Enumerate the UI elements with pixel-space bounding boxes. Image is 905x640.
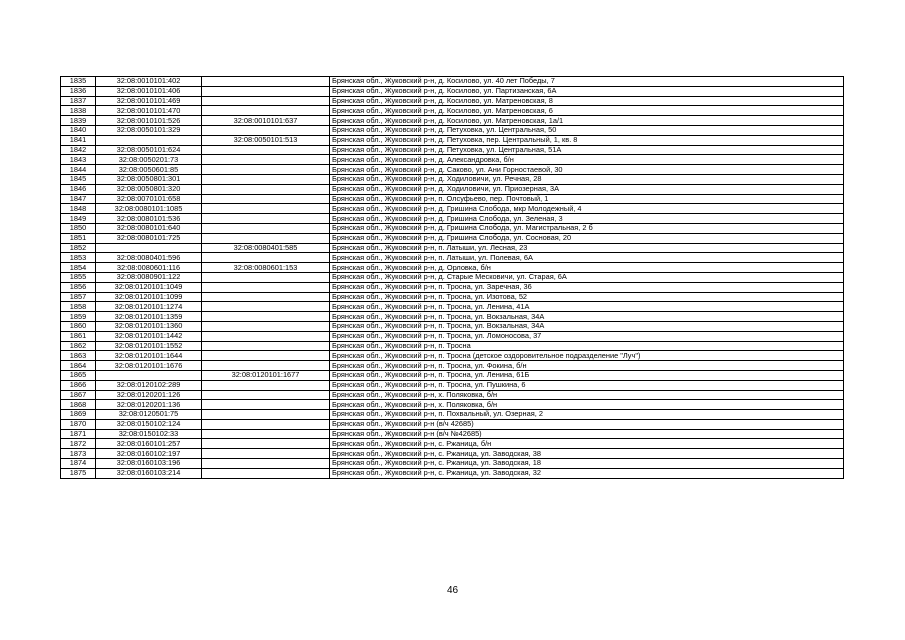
cadastral-number-cell: 32:08:0070101:658	[96, 194, 202, 204]
row-number-cell: 1874	[61, 459, 96, 469]
address-cell: Брянская обл., Жуковский р-н, п. Тросна, ул. Фокина, б/н	[330, 361, 844, 371]
table-row	[61, 145, 844, 155]
table-row	[61, 155, 844, 165]
address-cell: Брянская обл., Жуковский р-н, д. Александровка, б/н	[330, 155, 844, 165]
cadastral-number-cell: 32:08:0080401:596	[96, 253, 202, 263]
table-row	[61, 341, 844, 351]
cadastral-number-cell: 32:08:0120101:1442	[96, 331, 202, 341]
table-row	[61, 419, 844, 429]
address-cell: Брянская обл., Жуковский р-н (в/ч 42685)	[330, 419, 844, 429]
table-row	[61, 302, 844, 312]
cadastral-number-cell: 32:08:0120201:126	[96, 390, 202, 400]
row-number-cell: 1835	[61, 77, 96, 87]
cadastral-number-cell: 32:08:0050101:329	[96, 125, 202, 135]
table-row	[61, 312, 844, 322]
secondary-cadastral-number-cell	[202, 390, 330, 400]
address-cell: Брянская обл., Жуковский р-н, п. Тросна (детское оздоровительное подразделение "Луч")	[330, 351, 844, 361]
address-cell: Брянская обл., Жуковский р-н, с. Ржаница, б/н	[330, 439, 844, 449]
cadastral-number-cell: 32:08:0160103:196	[96, 459, 202, 469]
table-row	[61, 106, 844, 116]
address-cell: Брянская обл., Жуковский р-н, п. Латыши, ул. Лесная, 23	[330, 243, 844, 253]
address-cell: Брянская обл., Жуковский р-н, с. Ржаница, ул. Заводская, 32	[330, 468, 844, 478]
table-row	[61, 263, 844, 273]
table-row	[61, 429, 844, 439]
cadastral-number-cell	[96, 135, 202, 145]
secondary-cadastral-number-cell	[202, 204, 330, 214]
cadastral-number-cell: 32:08:0120101:1049	[96, 282, 202, 292]
row-number-cell: 1873	[61, 449, 96, 459]
row-number-cell: 1853	[61, 253, 96, 263]
row-number-cell: 1861	[61, 331, 96, 341]
address-cell: Брянская обл., Жуковский р-н, д. Косилово, ул. Матреновская, 6	[330, 106, 844, 116]
secondary-cadastral-number-cell: 32:08:0120101:1677	[202, 370, 330, 380]
cadastral-number-cell: 32:08:0160103:214	[96, 468, 202, 478]
registry-table-body	[61, 77, 844, 479]
secondary-cadastral-number-cell	[202, 380, 330, 390]
cadastral-number-cell: 32:08:0080101:640	[96, 223, 202, 233]
row-number-cell: 1854	[61, 263, 96, 273]
table-row	[61, 214, 844, 224]
cadastral-number-cell: 32:08:0120101:1274	[96, 302, 202, 312]
row-number-cell: 1839	[61, 116, 96, 126]
address-cell: Брянская обл., Жуковский р-н, д. Гришина Слобода, ул. Зеленая, 3	[330, 214, 844, 224]
row-number-cell: 1843	[61, 155, 96, 165]
address-cell: Брянская обл., Жуковский р-н, п. Тросна, ул. Ленина, 61Б	[330, 370, 844, 380]
address-cell: Брянская обл., Жуковский р-н, х. Поляковка, б/н	[330, 390, 844, 400]
secondary-cadastral-number-cell	[202, 106, 330, 116]
row-number-cell: 1871	[61, 429, 96, 439]
secondary-cadastral-number-cell	[202, 96, 330, 106]
address-cell: Брянская обл., Жуковский р-н, п. Тросна, ул. Ленина, 41А	[330, 302, 844, 312]
cadastral-number-cell: 32:08:0120101:1676	[96, 361, 202, 371]
table-row	[61, 370, 844, 380]
cadastral-number-cell: 32:08:0080101:536	[96, 214, 202, 224]
cadastral-number-cell: 32:08:0010101:406	[96, 86, 202, 96]
cadastral-number-cell: 32:08:0120101:1359	[96, 312, 202, 322]
address-cell: Брянская обл., Жуковский р-н, д. Косилово, ул. Матреновская, 1а/1	[330, 116, 844, 126]
row-number-cell: 1850	[61, 223, 96, 233]
address-cell: Брянская обл., Жуковский р-н (в/ч №42685)	[330, 429, 844, 439]
secondary-cadastral-number-cell: 32:08:0080401:585	[202, 243, 330, 253]
row-number-cell: 1864	[61, 361, 96, 371]
secondary-cadastral-number-cell	[202, 449, 330, 459]
secondary-cadastral-number-cell	[202, 282, 330, 292]
table-row	[61, 468, 844, 478]
row-number-cell: 1868	[61, 400, 96, 410]
cadastral-number-cell: 32:08:0050801:320	[96, 184, 202, 194]
secondary-cadastral-number-cell	[202, 77, 330, 87]
table-row	[61, 184, 844, 194]
cadastral-number-cell: 32:08:0120101:1099	[96, 292, 202, 302]
table-row	[61, 233, 844, 243]
secondary-cadastral-number-cell	[202, 468, 330, 478]
row-number-cell: 1846	[61, 184, 96, 194]
secondary-cadastral-number-cell	[202, 331, 330, 341]
cadastral-number-cell: 32:08:0050601:85	[96, 165, 202, 175]
cadastral-number-cell: 32:08:0010101:526	[96, 116, 202, 126]
table-row	[61, 135, 844, 145]
cadastral-number-cell: 32:08:0160101:257	[96, 439, 202, 449]
address-cell: Брянская обл., Жуковский р-н, с. Ржаница, ул. Заводская, 38	[330, 449, 844, 459]
row-number-cell: 1866	[61, 380, 96, 390]
address-cell: Брянская обл., Жуковский р-н, п. Латыши, ул. Полевая, 6А	[330, 253, 844, 263]
address-cell: Брянская обл., Жуковский р-н, д. Саково, ул. Ани Горностаевой, 30	[330, 165, 844, 175]
address-cell: Брянская обл., Жуковский р-н, д. Косилово, ул. 40 лет Победы, 7	[330, 77, 844, 87]
secondary-cadastral-number-cell	[202, 321, 330, 331]
secondary-cadastral-number-cell	[202, 214, 330, 224]
cadastral-number-cell: 32:08:0120101:1644	[96, 351, 202, 361]
secondary-cadastral-number-cell	[202, 439, 330, 449]
table-row	[61, 321, 844, 331]
table-row	[61, 459, 844, 469]
secondary-cadastral-number-cell	[202, 174, 330, 184]
cadastral-number-cell: 32:08:0120501:75	[96, 410, 202, 420]
secondary-cadastral-number-cell: 32:08:0050101:513	[202, 135, 330, 145]
cadastral-number-cell: 32:08:0080101:1085	[96, 204, 202, 214]
address-cell: Брянская обл., Жуковский р-н, п. Тросна, ул. Заречная, 36	[330, 282, 844, 292]
secondary-cadastral-number-cell	[202, 400, 330, 410]
address-cell: Брянская обл., Жуковский р-н, с. Ржаница, ул. Заводская, 18	[330, 459, 844, 469]
address-cell: Брянская обл., Жуковский р-н, х. Поляковка, б/н	[330, 400, 844, 410]
secondary-cadastral-number-cell	[202, 86, 330, 96]
table-row	[61, 223, 844, 233]
secondary-cadastral-number-cell	[202, 292, 330, 302]
address-cell: Брянская обл., Жуковский р-н, д. Гришина Слобода, ул. Магистральная, 2 б	[330, 223, 844, 233]
secondary-cadastral-number-cell	[202, 194, 330, 204]
cadastral-number-cell: 32:08:0050101:624	[96, 145, 202, 155]
secondary-cadastral-number-cell	[202, 253, 330, 263]
row-number-cell: 1862	[61, 341, 96, 351]
cadastral-number-cell: 32:08:0120101:1552	[96, 341, 202, 351]
secondary-cadastral-number-cell	[202, 165, 330, 175]
row-number-cell: 1858	[61, 302, 96, 312]
table-row	[61, 116, 844, 126]
secondary-cadastral-number-cell: 32:08:0080601:153	[202, 263, 330, 273]
table-row	[61, 125, 844, 135]
page-number: 46	[446, 585, 459, 596]
cadastral-number-cell: 32:08:0120201:136	[96, 400, 202, 410]
cadastral-number-cell: 32:08:0120102:289	[96, 380, 202, 390]
secondary-cadastral-number-cell	[202, 312, 330, 322]
row-number-cell: 1870	[61, 419, 96, 429]
row-number-cell: 1849	[61, 214, 96, 224]
row-number-cell: 1842	[61, 145, 96, 155]
row-number-cell: 1836	[61, 86, 96, 96]
cadastral-number-cell: 32:08:0010101:402	[96, 77, 202, 87]
row-number-cell: 1845	[61, 174, 96, 184]
cadastral-number-cell	[96, 370, 202, 380]
row-number-cell: 1872	[61, 439, 96, 449]
table-row	[61, 351, 844, 361]
secondary-cadastral-number-cell	[202, 233, 330, 243]
cadastral-number-cell: 32:08:0150102:124	[96, 419, 202, 429]
table-row	[61, 292, 844, 302]
cadastral-number-cell: 32:08:0160102:197	[96, 449, 202, 459]
row-number-cell: 1856	[61, 282, 96, 292]
table-row	[61, 361, 844, 371]
secondary-cadastral-number-cell	[202, 351, 330, 361]
registry-table	[60, 76, 844, 479]
secondary-cadastral-number-cell	[202, 341, 330, 351]
row-number-cell: 1844	[61, 165, 96, 175]
secondary-cadastral-number-cell	[202, 429, 330, 439]
table-row	[61, 380, 844, 390]
address-cell: Брянская обл., Жуковский р-н, д. Ходиловичи, ул. Речная, 28	[330, 174, 844, 184]
cadastral-number-cell	[96, 243, 202, 253]
cadastral-number-cell: 32:08:0010101:469	[96, 96, 202, 106]
row-number-cell: 1840	[61, 125, 96, 135]
cadastral-number-cell: 32:08:0050201:73	[96, 155, 202, 165]
row-number-cell: 1863	[61, 351, 96, 361]
row-number-cell: 1838	[61, 106, 96, 116]
secondary-cadastral-number-cell	[202, 145, 330, 155]
table-row	[61, 204, 844, 214]
row-number-cell: 1852	[61, 243, 96, 253]
row-number-cell: 1848	[61, 204, 96, 214]
table-row	[61, 253, 844, 263]
secondary-cadastral-number-cell	[202, 419, 330, 429]
secondary-cadastral-number-cell: 32:08:0010101:637	[202, 116, 330, 126]
table-row	[61, 77, 844, 87]
table-row	[61, 439, 844, 449]
table-row	[61, 331, 844, 341]
row-number-cell: 1859	[61, 312, 96, 322]
address-cell: Брянская обл., Жуковский р-н, д. Гришина Слобода, мкр Молодежный, 4	[330, 204, 844, 214]
address-cell: Брянская обл., Жуковский р-н, д. Косилово, ул. Партизанская, 6А	[330, 86, 844, 96]
row-number-cell: 1865	[61, 370, 96, 380]
table-row	[61, 96, 844, 106]
row-number-cell: 1847	[61, 194, 96, 204]
cadastral-number-cell: 32:08:0080901:122	[96, 272, 202, 282]
address-cell: Брянская обл., Жуковский р-н, д. Петуховка, ул. Центральная, 51А	[330, 145, 844, 155]
address-cell: Брянская обл., Жуковский р-н, п. Тросна, ул. Ломоносова, 37	[330, 331, 844, 341]
address-cell: Брянская обл., Жуковский р-н, д. Ходиловичи, ул. Приозерная, 3А	[330, 184, 844, 194]
table-row	[61, 86, 844, 96]
address-cell: Брянская обл., Жуковский р-н, д. Орловка, б/н	[330, 263, 844, 273]
secondary-cadastral-number-cell	[202, 184, 330, 194]
cadastral-number-cell: 32:08:0080101:725	[96, 233, 202, 243]
row-number-cell: 1857	[61, 292, 96, 302]
table-row	[61, 449, 844, 459]
address-cell: Брянская обл., Жуковский р-н, п. Похвальный, ул. Озерная, 2	[330, 410, 844, 420]
cadastral-number-cell: 32:08:0050801:301	[96, 174, 202, 184]
table-row	[61, 174, 844, 184]
secondary-cadastral-number-cell	[202, 459, 330, 469]
address-cell: Брянская обл., Жуковский р-н, д. Косилово, ул. Матреновская, 8	[330, 96, 844, 106]
row-number-cell: 1860	[61, 321, 96, 331]
address-cell: Брянская обл., Жуковский р-н, п. Тросна, ул. Вокзальная, 34А	[330, 321, 844, 331]
table-row	[61, 165, 844, 175]
secondary-cadastral-number-cell	[202, 272, 330, 282]
secondary-cadastral-number-cell	[202, 410, 330, 420]
table-row	[61, 282, 844, 292]
table-row	[61, 272, 844, 282]
cadastral-number-cell: 32:08:0150102:33	[96, 429, 202, 439]
cadastral-number-cell: 32:08:0080601:116	[96, 263, 202, 273]
secondary-cadastral-number-cell	[202, 361, 330, 371]
address-cell: Брянская обл., Жуковский р-н, д. Петуховка, ул. Центральная, 50	[330, 125, 844, 135]
address-cell: Брянская обл., Жуковский р-н, п. Олсуфьево, пер. Почтовый, 1	[330, 194, 844, 204]
row-number-cell: 1867	[61, 390, 96, 400]
table-row	[61, 243, 844, 253]
address-cell: Брянская обл., Жуковский р-н, п. Тросна	[330, 341, 844, 351]
row-number-cell: 1875	[61, 468, 96, 478]
row-number-cell: 1841	[61, 135, 96, 145]
row-number-cell: 1855	[61, 272, 96, 282]
secondary-cadastral-number-cell	[202, 302, 330, 312]
table-row	[61, 390, 844, 400]
secondary-cadastral-number-cell	[202, 155, 330, 165]
secondary-cadastral-number-cell	[202, 125, 330, 135]
cadastral-number-cell: 32:08:0120101:1360	[96, 321, 202, 331]
cadastral-number-cell: 32:08:0010101:470	[96, 106, 202, 116]
address-cell: Брянская обл., Жуковский р-н, д. Петуховка, пер. Центральный, 1, кв. 8	[330, 135, 844, 145]
row-number-cell: 1837	[61, 96, 96, 106]
address-cell: Брянская обл., Жуковский р-н, п. Тросна, ул. Изотова, 52	[330, 292, 844, 302]
address-cell: Брянская обл., Жуковский р-н, д. Старые Месковичи, ул. Старая, 6А	[330, 272, 844, 282]
row-number-cell: 1869	[61, 410, 96, 420]
address-cell: Брянская обл., Жуковский р-н, д. Гришина Слобода, ул. Сосновая, 20	[330, 233, 844, 243]
address-cell: Брянская обл., Жуковский р-н, п. Тросна, ул. Пушкина, 6	[330, 380, 844, 390]
address-cell: Брянская обл., Жуковский р-н, п. Тросна, ул. Вокзальная, 34А	[330, 312, 844, 322]
table-row	[61, 194, 844, 204]
table-row	[61, 400, 844, 410]
row-number-cell: 1851	[61, 233, 96, 243]
table-row	[61, 410, 844, 420]
secondary-cadastral-number-cell	[202, 223, 330, 233]
